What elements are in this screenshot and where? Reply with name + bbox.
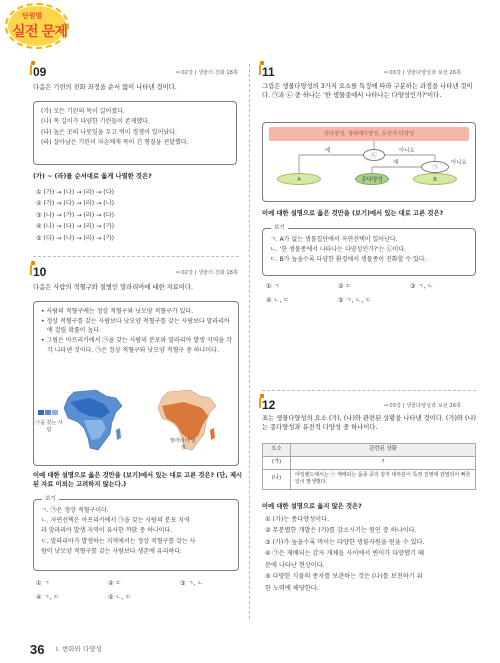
q09-question: (가) ~ (라)를 순서대로 옳게 나열한 것은?: [33, 173, 152, 180]
q10-bullet: • 그림은 아프리카에서 ㉠을 갖는 사람의 분포와 말라리아 발생 지역을 각각 나타낸 것이다. ㉠은 정상 적혈구와 낫모양 적혈구 중 하나이다.: [41, 337, 232, 354]
q11-answer[interactable]: ③ ㄱ, ㄴ: [410, 283, 434, 290]
badge-line1: 단원별: [22, 13, 43, 20]
q11-source: ⇔03강 | 생물다양성과 보전 26쪽: [384, 70, 462, 76]
q09-options: [36, 187, 114, 244]
q11-answer[interactable]: ① ㄱ: [266, 283, 280, 290]
q12-table: [262, 443, 476, 490]
q09-item: (나) 목 길이가 다양한 기린들이 존재했다.: [41, 118, 150, 126]
q09-divider: [33, 256, 239, 257]
q10-bogi-item: 람이 낫모양 적혈구를 갖는 사람보다 생존에 유리하다.: [41, 547, 182, 555]
q09-source: ⇔02강 | 생물의 진화 18쪽: [176, 70, 238, 76]
q12-option[interactable]: ② 무분별한 개발은 (가)를 감소시키는 원인 중 하나이다.: [265, 527, 417, 535]
q10-bullet: • 사람의 적혈구에는 정상 적혈구와 낫모양 적혈구가 있다.: [41, 308, 194, 315]
q10-bogi-item: 과 말라리아 발생 지역이 유사한 까닭 중 하나이다.: [41, 527, 173, 535]
q11-bogi-item: ㄴ. '한 생물종에서 나타나는 다양성인가?'는 ㉡이다.: [270, 246, 406, 254]
q12-option[interactable]: ④ ㉠은 재배되는 감자 개체들 사이에서 변이가 다양했기 때: [265, 550, 424, 558]
table-header-situation: 관련된 상황: [291, 444, 476, 457]
africa-map-1-svg: [60, 388, 130, 454]
q09-option[interactable]: ⑤ (다) → (나) → (라) → (가): [36, 234, 115, 242]
q10-bogi-item: ㄱ. ㉠은 정상 적혈구이다.: [41, 507, 109, 514]
q10-source: ⇔02강 | 생물의 진화 18쪽: [176, 270, 238, 276]
q10-stem: 다음은 사람의 적혈구와 질병인 말라리아에 대한 자료이다.: [33, 284, 193, 291]
map2-caption: 말라리아 발생: [170, 438, 196, 452]
q10-answers-row1: [36, 580, 203, 589]
table-row: [263, 456, 476, 469]
q10-bullets: [41, 307, 233, 356]
q12-options: [265, 514, 425, 594]
diagram-no-label: 아니요: [399, 148, 415, 154]
q11-answer[interactable]: ② ㄷ: [338, 283, 352, 290]
diagram-yes2-label: 예: [393, 160, 399, 166]
q09-item: (가) 모든 기린의 목이 길어졌다.: [41, 108, 125, 115]
diagram-node-a: A: [277, 173, 321, 185]
q12-option[interactable]: ③ (가)가 높을수록 먹이는 다양한 생물자원을 얻을 수 있다.: [265, 538, 425, 546]
q09-item: (다) 높은 곳의 나뭇잎을 두고 먹이 경쟁이 일어났다.: [41, 128, 177, 136]
diagram-top-bar: 종다양성, 생태계다양성, 유전적 다양성: [269, 127, 469, 141]
diagram-question-node-2: ㉠: [421, 161, 449, 173]
table-cell-key: (가): [263, 456, 291, 469]
q10-answers-row2: [36, 594, 131, 603]
q10-bogi-box: [33, 496, 239, 571]
africa-map-malaria: [154, 388, 224, 454]
q09-option[interactable]: ④ (나) → (다) → (라) → (가): [36, 223, 115, 231]
diagram-node-species: 종다양성: [355, 173, 389, 185]
q11-question: 이에 대한 설명으로 옳은 것만을 (보기)에서 있는 대로 고른 것은?: [262, 210, 444, 217]
page-number: 36: [30, 642, 45, 657]
q11-bogi-box: [262, 225, 476, 276]
question-number-09: 09: [33, 64, 46, 81]
table-cell-value: ?: [291, 456, 476, 469]
q10-answer[interactable]: ③ ㄱ, ㄴ: [180, 580, 204, 587]
q10-data-box: [33, 301, 239, 466]
q12-option-cont: 문에 나타난 현상이다.: [265, 561, 325, 569]
q09-items-box: [33, 101, 237, 165]
page-footer: [0, 633, 500, 663]
map1-legend: [38, 410, 60, 415]
diagram-node-b: B: [413, 173, 457, 185]
table-cell-value: 아일랜드에서는 ㉠ 재배되는 품종 중의 감자 대부분이 특정 질병에 감염되어 빠른 일이 발생했다.: [291, 469, 476, 489]
q11-diagram: [269, 127, 469, 193]
diagram-no2-label: 아니요: [451, 160, 467, 166]
diagram-question-node: ㉡: [363, 149, 385, 161]
badge-line2: 실전 문제: [12, 23, 68, 39]
q09-stem: 다음은 기린의 진화 과정을 순서 없이 나타낸 것이다.: [33, 84, 177, 91]
africa-map-sickle-cell: [35, 388, 130, 454]
q09-item: (라) 살아남은 기린이 자손에게 목이 긴 형질을 전달했다.: [41, 138, 189, 146]
q11-answers-row1: [266, 283, 433, 292]
table-header-row: [263, 444, 476, 457]
q11-answers-row2: [266, 297, 371, 306]
diagram-yes-label: 예: [325, 148, 331, 154]
q10-answer[interactable]: ② ㄷ: [108, 580, 122, 587]
q11-diagram-box: [262, 122, 476, 202]
map1-caption: ㉠을 갖는 사람: [35, 420, 63, 434]
chapter-title: I. 변화와 다양성: [56, 645, 102, 653]
q09-option[interactable]: ② (가) → (다) → (라) → (나): [36, 200, 115, 208]
q10-bogi-tag: 보기: [42, 495, 59, 503]
q10-question: 이에 대한 설명으로 옳은 것만을 (보기)에서 있는 대로 고른 것은? (단, 제시된 자료 이외는 고려하지 않는다.): [33, 472, 243, 489]
question-number-11: 11: [262, 64, 275, 81]
q09-option[interactable]: ① (가) → (나) → (라) → (다): [36, 189, 115, 196]
q12-question: 이에 대한 설명으로 옳지 않은 것은?: [262, 503, 362, 510]
q11-bogi-item: ㄱ. A가 없는 생물집단에서 자연선택이 일어난다.: [270, 236, 398, 243]
q12-stem: 표는 생물다양성의 요소 (가), (나)와 관련된 상황을 나타낸 것이다. (가)와 (나)는 종다양성과 유전적 다양성 중 하나이다.: [262, 415, 476, 432]
q11-stem: 그림은 생물다양성의 3가지 요소를 특징에 따라 구분하는 과정을 나타낸 것이다. ㉠과 ㉡ 중 하나는 '한 생물종에서 나타나는 다양성인가?'이다.: [262, 83, 473, 100]
q10-answer[interactable]: ④ ㄱ, ㄷ: [36, 594, 60, 601]
q10-bogi-item: ㄴ. 자연선택은 아프리카에서 ㉠을 갖는 사람의 분포 지역: [41, 517, 190, 525]
q10-answer[interactable]: ① ㄱ: [36, 580, 50, 587]
table-row: [263, 469, 476, 489]
q12-option[interactable]: ① (가)는 종다양성이다.: [265, 516, 330, 523]
q10-answer[interactable]: ⑤ ㄴ, ㄷ: [108, 594, 132, 601]
q09-option[interactable]: ③ (나) → (가) → (라) → (다): [36, 211, 115, 219]
question-number-10: 10: [33, 264, 46, 281]
q11-answer[interactable]: ⑤ ㄱ, ㄴ, ㄷ: [338, 297, 372, 304]
q11-answer[interactable]: ④ ㄴ, ㄷ: [266, 297, 290, 304]
column-divider: [249, 64, 250, 619]
q10-bogi-item: ㄷ. 말라리아가 발생하는 지역에서는 정상 적혈구를 갖는 사: [41, 537, 196, 545]
q11-bogi-item: ㄷ. B가 높을수록 다양한 환경에서 생물종이 진화할 수 있다.: [270, 256, 427, 264]
section-badge: [8, 6, 68, 48]
q11-divider: [262, 390, 476, 391]
q12-option[interactable]: ⑤ 다양한 식물의 종자를 보관하는 것은 (나)를 보전하기 위: [265, 573, 423, 581]
q12-option-cont: 한 노력에 해당한다.: [265, 584, 319, 592]
q11-bogi-tag: 보기: [271, 224, 288, 232]
q10-bullet: • 정상 적혈구를 갖는 사람보다 낫모양 적혈구를 갖는 사람보다 말라리아에 걸릴 확률이 높다.: [41, 317, 230, 335]
q12-source: ⇔03강 | 생물다양성과 보전 26쪽: [384, 403, 462, 409]
table-cell-key: (나): [263, 469, 291, 489]
question-number-12: 12: [262, 397, 275, 414]
table-header-element: 요소: [263, 444, 291, 457]
